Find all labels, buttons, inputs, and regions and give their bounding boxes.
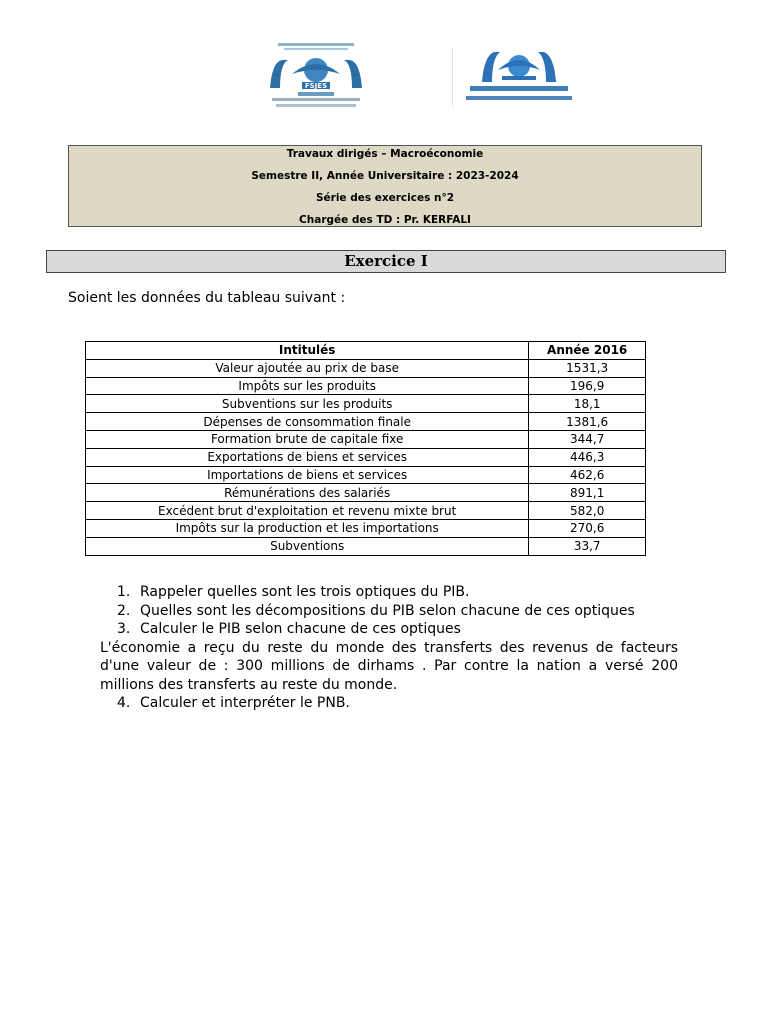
series-line: Série des exercices n°2 xyxy=(315,192,455,204)
table-row xyxy=(86,519,646,537)
course-title: Travaux dirigés – Macroéconomie xyxy=(286,148,484,160)
table-row xyxy=(86,413,646,431)
universite-abdelmalek-essaadi-logo xyxy=(460,40,578,110)
question-text: Quelles sont les décompositions du PIB selon chacune de ces optiques xyxy=(140,602,635,619)
table-row xyxy=(86,395,646,413)
question-text: Calculer et interpréter le PNB. xyxy=(140,695,350,711)
questions-list xyxy=(100,583,700,713)
question-number: 3. xyxy=(117,621,131,637)
question-number: 1. xyxy=(117,584,131,600)
semester-line: Semestre II, Année Universitaire : 2023-2024 xyxy=(251,170,519,182)
question-3 xyxy=(100,620,700,639)
row-value: 891,1 xyxy=(529,484,646,502)
row-value: 582,0 xyxy=(529,502,646,520)
row-value: 18,1 xyxy=(529,395,646,413)
logos-area xyxy=(0,40,768,115)
question-number: 2. xyxy=(117,602,131,619)
row-label: Exportations de biens et services xyxy=(86,448,529,466)
row-value: 462,6 xyxy=(529,466,646,484)
table-row xyxy=(86,537,646,555)
table-row xyxy=(86,466,646,484)
row-value: 196,9 xyxy=(529,377,646,395)
table-row xyxy=(86,430,646,448)
data-table xyxy=(85,341,646,556)
course-header-box xyxy=(68,145,702,227)
row-value: 270,6 xyxy=(529,519,646,537)
row-label: Excédent brut d'exploitation et revenu mixte brut xyxy=(86,502,529,520)
table-header-row xyxy=(86,342,646,360)
question-number: 4. xyxy=(117,695,131,711)
row-label: Formation brute de capitale fixe xyxy=(86,430,529,448)
row-label: Rémunérations des salariés xyxy=(86,484,529,502)
svg-text:FSJES: FSJES xyxy=(304,82,328,90)
table-row xyxy=(86,502,646,520)
table-row xyxy=(86,484,646,502)
table-row xyxy=(86,448,646,466)
table-row xyxy=(86,377,646,395)
table-row xyxy=(86,359,646,377)
question-2 xyxy=(100,602,700,621)
row-label: Subventions xyxy=(86,537,529,555)
row-value: 344,7 xyxy=(529,430,646,448)
row-label: Dépenses de consommation finale xyxy=(86,413,529,431)
question-1 xyxy=(100,583,700,602)
row-value: 33,7 xyxy=(529,537,646,555)
row-value: 1531,3 xyxy=(529,359,646,377)
row-label: Impôts sur les produits xyxy=(86,377,529,395)
question-text: Calculer le PIB selon chacune de ces optiques xyxy=(140,621,461,637)
transfer-paragraph: L'économie a reçu du reste du monde des transferts des revenus de facteurs d'une valeur de : 300 millions de dirhams . Par contre la nation a versé 200 millions des transferts au reste du monde. xyxy=(100,639,678,693)
row-label: Subventions sur les produits xyxy=(86,395,529,413)
column-header: Intitulés xyxy=(86,342,529,360)
logo-separator xyxy=(452,48,453,108)
row-value: 446,3 xyxy=(529,448,646,466)
intro-text: Soient les données du tableau suivant : xyxy=(68,290,346,306)
question-text: Rappeler quelles sont les trois optiques du PIB. xyxy=(140,584,470,600)
question-4 xyxy=(100,694,700,713)
fsjes-university-logo xyxy=(258,40,374,115)
instructor-line: Chargée des TD : Pr. KERFALI xyxy=(299,214,471,226)
row-label: Valeur ajoutée au prix de base xyxy=(86,359,529,377)
exercise-title: Exercice I xyxy=(46,250,726,273)
column-header: Année 2016 xyxy=(529,342,646,360)
row-label: Importations de biens et services xyxy=(86,466,529,484)
row-label: Impôts sur la production et les importations xyxy=(86,519,529,537)
row-value: 1381,6 xyxy=(529,413,646,431)
